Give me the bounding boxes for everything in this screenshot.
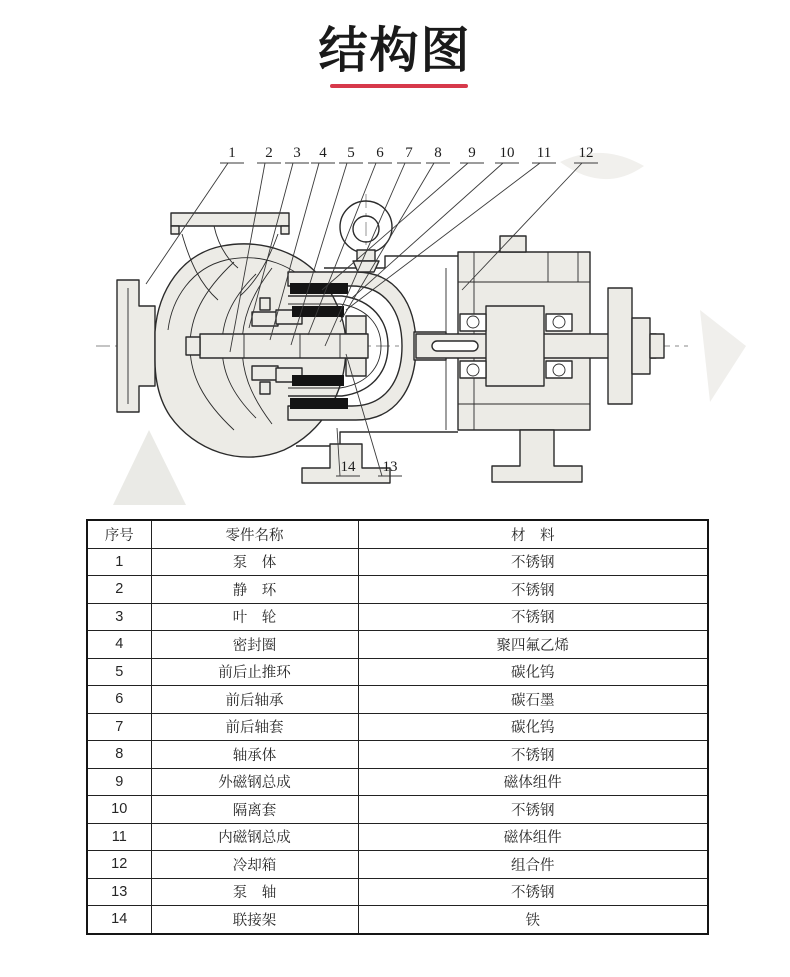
col-header-material: 材 料: [358, 520, 708, 548]
callout-number-4: 4: [319, 145, 327, 161]
cell-part-name: 泵 体: [151, 548, 358, 576]
inner-magnet-bottom: [292, 375, 344, 386]
cell-material: 不锈钢: [358, 576, 708, 604]
cell-part-name: 外磁钢总成: [151, 768, 358, 796]
callout-number-10: 10: [499, 145, 515, 161]
cell-index: 2: [87, 576, 151, 604]
cell-part-name: 内磁钢总成: [151, 823, 358, 851]
cell-index: 6: [87, 686, 151, 714]
cell-index: 12: [87, 851, 151, 879]
table-row: [87, 631, 708, 659]
cell-index: 8: [87, 741, 151, 769]
cell-material: 不锈钢: [358, 548, 708, 576]
cell-material: 铁: [358, 906, 708, 934]
callout-number-7: 7: [405, 145, 413, 161]
cell-index: 7: [87, 713, 151, 741]
table-row: [87, 603, 708, 631]
callout-number-5: 5: [347, 145, 355, 161]
cell-index: 1: [87, 548, 151, 576]
cell-index: 5: [87, 658, 151, 686]
cell-part-name: 前后轴承: [151, 686, 358, 714]
cell-material: 组合件: [358, 851, 708, 879]
table-row: [87, 796, 708, 824]
callout-number-8: 8: [434, 145, 442, 161]
cell-index: 3: [87, 603, 151, 631]
outer-magnet-top: [290, 283, 348, 294]
cell-material: 不锈钢: [358, 878, 708, 906]
table-row: [87, 713, 708, 741]
cell-material: 磁体组件: [358, 823, 708, 851]
cell-index: 10: [87, 796, 151, 824]
table-row: [87, 741, 708, 769]
table-row: [87, 768, 708, 796]
cell-part-name: 泵 轴: [151, 878, 358, 906]
callout-number-1: 1: [228, 145, 236, 161]
col-header-index: 序号: [87, 520, 151, 548]
callout-number-12: 12: [578, 145, 594, 161]
cell-index: 9: [87, 768, 151, 796]
table-row: [87, 906, 708, 934]
cell-part-name: 隔离套: [151, 796, 358, 824]
pump-body-drawing: [117, 201, 664, 483]
cell-part-name: 静 环: [151, 576, 358, 604]
table-row: [87, 823, 708, 851]
cell-material: 碳化钨: [358, 713, 708, 741]
col-header-part-name: 零件名称: [151, 520, 358, 548]
callout-number-6: 6: [376, 145, 384, 161]
table-row: [87, 878, 708, 906]
callout-number-3: 3: [293, 145, 301, 161]
cell-part-name: 前后止推环: [151, 658, 358, 686]
table-header-row: [87, 520, 708, 548]
callout-number-13: 13: [382, 459, 398, 475]
cell-part-name: 前后轴套: [151, 713, 358, 741]
cell-index: 4: [87, 631, 151, 659]
callout-number-9: 9: [468, 145, 476, 161]
cell-part-name: 冷却箱: [151, 851, 358, 879]
table-row: [87, 576, 708, 604]
cell-material: 不锈钢: [358, 741, 708, 769]
cell-material: 不锈钢: [358, 796, 708, 824]
cell-index: 13: [87, 878, 151, 906]
cell-index: 14: [87, 906, 151, 934]
table-row: [87, 548, 708, 576]
cell-material: 聚四氟乙烯: [358, 631, 708, 659]
cell-material: 不锈钢: [358, 603, 708, 631]
table-row: [87, 851, 708, 879]
outer-magnet-bottom: [290, 398, 348, 409]
table-row: [87, 686, 708, 714]
cell-part-name: 联接架: [151, 906, 358, 934]
cell-part-name: 轴承体: [151, 741, 358, 769]
callout-number-14: 14: [340, 459, 356, 475]
table-row: [87, 658, 708, 686]
cell-index: 11: [87, 823, 151, 851]
cell-part-name: 密封圈: [151, 631, 358, 659]
callout-number-2: 2: [265, 145, 273, 161]
cell-part-name: 叶 轮: [151, 603, 358, 631]
parts-table: [86, 519, 709, 935]
page-title: 结构图: [318, 24, 472, 78]
cell-material: 碳化钨: [358, 658, 708, 686]
cell-material: 碳石墨: [358, 686, 708, 714]
cell-material: 磁体组件: [358, 768, 708, 796]
callout-number-11: 11: [536, 145, 552, 161]
